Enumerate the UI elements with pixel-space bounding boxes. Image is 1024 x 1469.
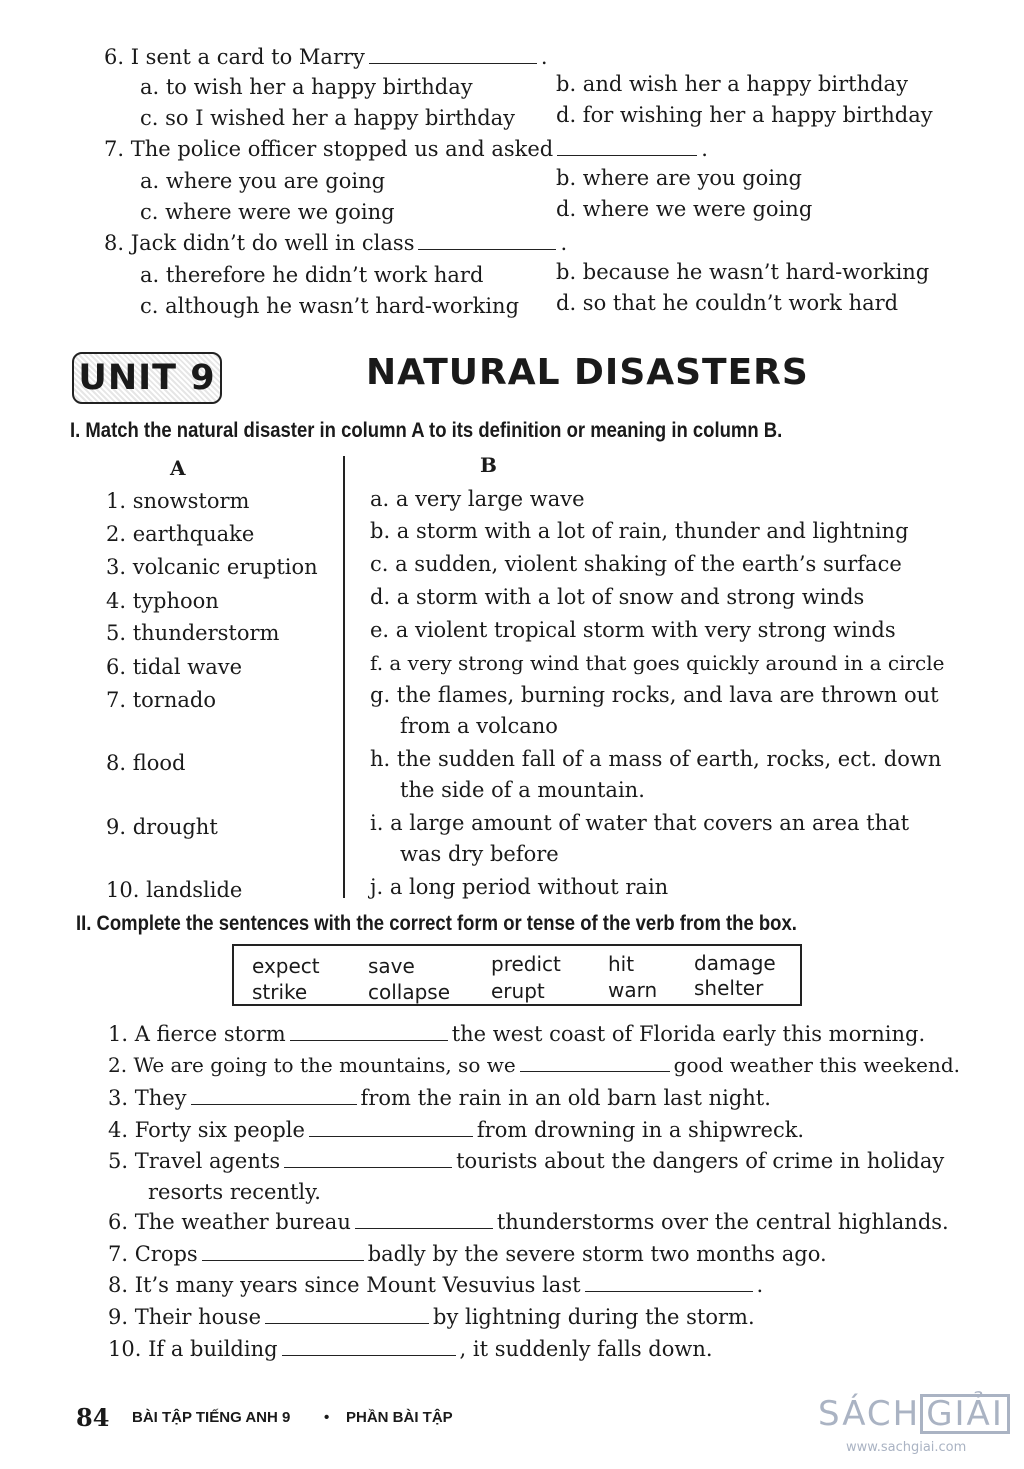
option-b[interactable]: b. and wish her a happy birthday	[556, 72, 908, 96]
section-2-heading: II. Complete the sentences with the correct form or tense of the verb from the box.	[76, 912, 797, 935]
word-save: save	[368, 954, 415, 978]
book-subtitle: PHẦN BÀI TẬP	[346, 1409, 453, 1426]
option-d[interactable]: d. for wishing her a happy birthday	[556, 103, 933, 127]
sentence-text-continued: resorts recently.	[148, 1180, 321, 1204]
definition-text: c. a sudden, violent shaking of the earth’s surface	[370, 552, 902, 576]
column-a-header: A	[170, 456, 186, 480]
word-predict: predict	[491, 952, 561, 976]
option-a[interactable]: a. where you are going	[140, 169, 386, 193]
sentence-text-end: tourists about the dangers of crime in holiday	[456, 1149, 945, 1173]
list-item	[370, 744, 990, 806]
logo-text-b: GIẢI	[920, 1394, 1010, 1434]
definition-text: g. the flames, burning rocks, and lava are thrown out	[370, 683, 939, 707]
sentence-text: 3. They	[108, 1086, 187, 1110]
sentence-9	[108, 1302, 755, 1333]
list-item: 9. drought	[106, 815, 218, 839]
question-7-stem	[104, 134, 708, 165]
definition-text: d. a storm with a lot of snow and strong winds	[370, 585, 865, 609]
footer-separator: •	[324, 1409, 330, 1426]
definition-text: f. a very strong wind that goes quickly around in a circle	[370, 651, 945, 675]
definition-text: j. a long period without rain	[370, 875, 669, 899]
sentence-1	[108, 1019, 925, 1050]
definition-text: e. a violent tropical storm with very strong winds	[370, 618, 896, 642]
sentence-3	[108, 1083, 771, 1114]
logo-text-a: SÁCH	[818, 1394, 921, 1434]
sentence-text: 6. The weather bureau	[108, 1210, 351, 1234]
list-item: 6. tidal wave	[106, 655, 243, 679]
question-8-stem	[104, 228, 567, 259]
list-item	[370, 808, 990, 870]
unit-title: NATURAL DISASTERS	[366, 352, 809, 393]
word-warn: warn	[608, 978, 658, 1002]
answer-blank[interactable]	[284, 1149, 452, 1168]
list-item	[370, 872, 990, 903]
list-item: 2. earthquake	[106, 522, 255, 546]
sentence-text-end: from drowning in a shipwreck.	[476, 1118, 805, 1142]
unit-label: UNIT 9	[78, 358, 216, 398]
option-a[interactable]: a. therefore he didn’t work hard	[140, 263, 484, 287]
option-d[interactable]: d. so that he couldn’t work hard	[556, 291, 899, 315]
sentence-text: 10. If a building	[108, 1337, 278, 1361]
word-hit: hit	[608, 952, 635, 976]
list-item: 3. volcanic eruption	[106, 555, 318, 579]
sentence-text: 8. It’s many years since Mount Vesuvius last	[108, 1273, 581, 1297]
answer-blank[interactable]	[282, 1337, 456, 1356]
definition-text-continued: was dry before	[400, 842, 559, 866]
option-b[interactable]: b. where are you going	[556, 166, 803, 190]
option-c[interactable]: c. so I wished her a happy birthday	[140, 106, 516, 130]
list-item	[370, 648, 990, 679]
word-collapse: collapse	[368, 980, 451, 1004]
sentence-text-end: , it suddenly falls down.	[459, 1337, 713, 1361]
sentence-text: 4. Forty six people	[108, 1118, 305, 1142]
question-text: 6. I sent a card to Marry	[104, 45, 365, 69]
section-1-heading: I. Match the natural disaster in column A to its definition or meaning in column B.	[70, 419, 783, 442]
column-divider	[343, 456, 345, 898]
sentence-text: 1. A fierce storm	[108, 1022, 286, 1046]
list-item	[370, 615, 990, 646]
sentence-text-end: good weather this weekend.	[673, 1053, 960, 1077]
list-item	[370, 582, 990, 613]
list-item	[370, 484, 990, 515]
list-item: 8. flood	[106, 751, 186, 775]
sentence-text: 7. Crops	[108, 1242, 198, 1266]
sentence-7	[108, 1239, 827, 1270]
answer-blank[interactable]	[290, 1022, 448, 1041]
word-strike: strike	[252, 980, 308, 1004]
sentence-text: 9. Their house	[108, 1305, 261, 1329]
sentence-text-end: thunderstorms over the central highlands.	[496, 1210, 949, 1234]
word-shelter: shelter	[694, 976, 764, 1000]
sentence-8	[108, 1270, 763, 1301]
option-b[interactable]: b. because he wasn’t hard-working	[556, 260, 930, 284]
watermark-logo	[818, 1394, 1010, 1434]
sentence-text-end: the west coast of Florida early this morning.	[451, 1022, 926, 1046]
list-item: 4. typhoon	[106, 589, 219, 613]
answer-blank[interactable]	[355, 1210, 493, 1229]
option-a[interactable]: a. to wish her a happy birthday	[140, 75, 473, 99]
sentence-text-end: from the rain in an old barn last night.	[360, 1086, 771, 1110]
question-end: .	[560, 231, 568, 255]
answer-blank[interactable]	[265, 1305, 429, 1324]
definition-text-continued: the side of a mountain.	[400, 778, 645, 802]
list-item	[370, 680, 990, 742]
question-end: .	[701, 137, 708, 161]
question-text: 8. Jack didn’t do well in class	[104, 231, 415, 255]
definition-text: h. the sudden fall of a mass of earth, rocks, ect. down	[370, 747, 942, 771]
definition-text: a. a very large wave	[370, 487, 585, 511]
sentence-4	[108, 1115, 804, 1146]
answer-blank[interactable]	[585, 1273, 753, 1292]
option-c[interactable]: c. although he wasn’t hard-working	[140, 294, 520, 318]
sentence-text: 5. Travel agents	[108, 1149, 281, 1173]
answer-blank[interactable]	[418, 231, 556, 250]
word-box	[232, 944, 802, 1006]
sentence-6	[108, 1207, 949, 1238]
word-damage: damage	[694, 951, 776, 975]
answer-blank[interactable]	[557, 137, 697, 156]
list-item	[370, 549, 990, 580]
question-text: 7. The police officer stopped us and asked	[104, 137, 554, 161]
list-item: 10. landslide	[106, 878, 243, 902]
word-expect: expect	[252, 954, 320, 978]
list-item: 7. tornado	[106, 688, 216, 712]
answer-blank[interactable]	[309, 1118, 473, 1137]
sentence-2	[108, 1050, 960, 1081]
list-item: 5. thunderstorm	[106, 621, 280, 645]
watermark-url: www.sachgiai.com	[846, 1440, 967, 1455]
page-number: 84	[76, 1403, 110, 1432]
definition-text-continued: from a volcano	[400, 714, 558, 738]
sentence-text-end: by lightning during the storm.	[433, 1305, 755, 1329]
definition-text: b. a storm with a lot of rain, thunder and lightning	[370, 519, 909, 543]
word-erupt: erupt	[491, 979, 545, 1003]
question-end: .	[540, 45, 548, 69]
answer-blank[interactable]	[191, 1086, 357, 1105]
question-6-stem	[104, 42, 548, 73]
sentence-10	[108, 1334, 713, 1365]
sentence-text: 2. We are going to the mountains, so we	[108, 1053, 516, 1077]
list-item	[370, 516, 990, 547]
unit-badge	[72, 352, 222, 404]
answer-blank[interactable]	[202, 1242, 364, 1261]
list-item: 1. snowstorm	[106, 489, 250, 513]
sentence-5	[108, 1146, 944, 1208]
sentence-text-end: badly by the severe storm two months ago.	[367, 1242, 827, 1266]
definition-text: i. a large amount of water that covers an area that	[370, 811, 910, 835]
sentence-text-end: .	[756, 1273, 764, 1297]
answer-blank[interactable]	[369, 45, 537, 64]
option-d[interactable]: d. where we were going	[556, 197, 813, 221]
book-title: BÀI TẬP TIẾNG ANH 9	[132, 1409, 291, 1426]
column-b-header: B	[480, 453, 497, 477]
answer-blank[interactable]	[520, 1053, 670, 1072]
option-c[interactable]: c. where were we going	[140, 200, 395, 224]
